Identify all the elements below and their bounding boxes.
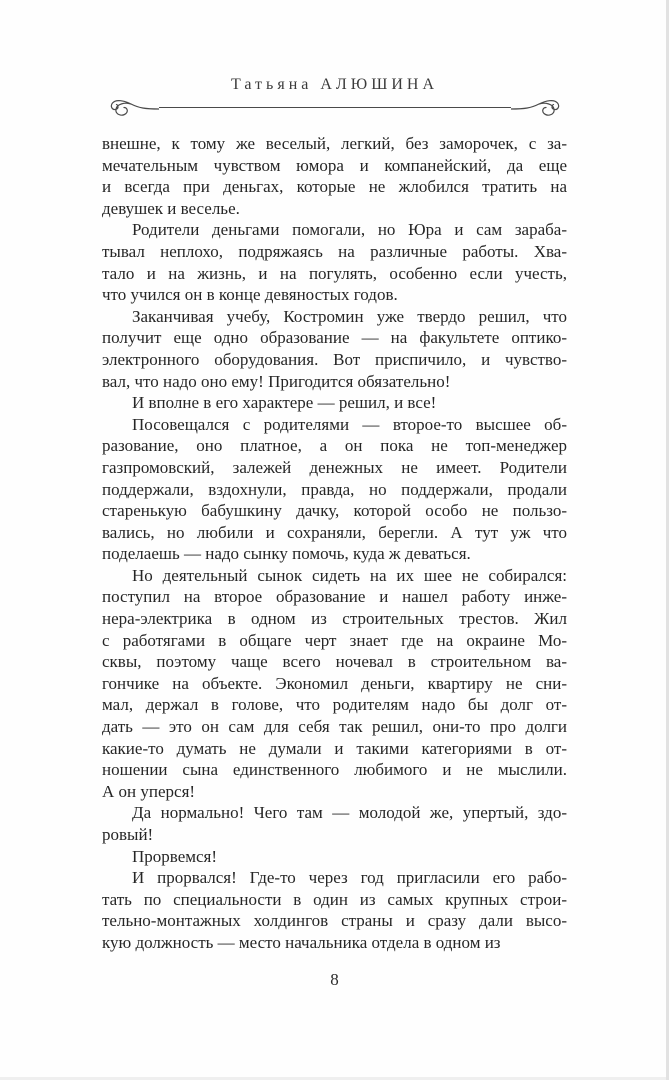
text-line: электронного оборудования. Вот приспичило, и чувство- <box>102 349 567 369</box>
paragraph <box>102 565 567 803</box>
paragraph <box>102 867 567 953</box>
text-line: гончике на объекте. Экономил деньги, квартиру не сни- <box>102 673 567 693</box>
page-number: 8 <box>330 970 339 989</box>
text-line: поступил на второе образование и нашел работу инже- <box>102 587 567 607</box>
text-line: И прорвался! Где-то через год пригласили его рабо- <box>132 868 567 888</box>
paragraph <box>102 219 567 305</box>
text-line: старенькую бабушкину дачку, которой особо не пользо- <box>102 501 567 521</box>
text-line: тельно-монтажных холдингов страны и сразу дали высо- <box>102 911 567 931</box>
text-line: с работягами в общаге черт знает где на окраине Мо- <box>102 630 567 650</box>
text-line: газпромовский, залежей денежных не имеет. Родители <box>102 457 567 477</box>
paragraph <box>102 133 567 219</box>
text-line: мечательным чувством юмора и компанейский, да еще <box>102 155 567 175</box>
text-line: Прорвемся! <box>132 846 218 866</box>
text-line: вал, что надо оно ему! Пригодится обязательно! <box>102 371 451 391</box>
text-line: вались, но любили и сохраняли, берегли. А тут уж что <box>102 522 567 542</box>
text-line: тывал неплохо, подряжаясь на различные работы. Хва- <box>102 241 567 261</box>
text-line: тать по специальности в один из самых крупных строи- <box>102 889 567 909</box>
text-line: что учился он в конце девяностых годов. <box>102 285 398 305</box>
text-line: тало и на жизнь, и на погулять, особенно если учесть, <box>102 263 567 283</box>
text-line: А он уперся! <box>102 781 196 801</box>
header-rule <box>107 95 563 119</box>
text-line: и всегда при деньгах, которые не жлобился тратить на <box>102 177 567 197</box>
flourish-left-icon <box>107 95 159 119</box>
page-header <box>107 0 563 119</box>
paragraph <box>102 392 567 414</box>
text-line: какие-то думать не думали и такими категориями в от- <box>102 738 567 758</box>
text-line: внешне, к тому же веселый, легкий, без заморочек, с за- <box>102 134 567 153</box>
text-line: дать — это он сам для себя так решил, они-то про долги <box>102 717 567 737</box>
text-line: Заканчивая учебу, Костромин уже твердо решил, что <box>132 306 567 326</box>
page-title: Татьяна АЛЮШИНА <box>230 76 439 93</box>
text-line: Посовещался с родителями — второе-то высшее об- <box>132 414 567 434</box>
flourish-right-icon <box>511 95 563 119</box>
text-line: Да нормально! Чего там — молодой же, упертый, здо- <box>132 803 567 823</box>
text-line: Но деятельный сынок сидеть на их шее не собирался: <box>132 565 567 585</box>
paragraph <box>102 306 567 392</box>
text-line: получит еще одно образование — на факультете оптико- <box>102 328 567 348</box>
paragraph <box>102 414 567 565</box>
text-line: ровый! <box>102 825 154 844</box>
text-line: мал, держал в голове, что родителям надо бы долг от- <box>102 695 567 715</box>
paragraph <box>102 802 567 845</box>
text-line: поделаешь — надо сынку помочь, куда ж деваться. <box>102 544 471 564</box>
text-line: поддержали, вздохнули, правда, но поддержали, продали <box>102 479 567 499</box>
text-line: кую должность — место начальника отдела в одном из <box>102 932 501 952</box>
text-line: ношении сына единственного любимого и не мыслили. <box>102 760 567 780</box>
text-line: сквы, поэтому чаще всего ночевал в строительном ва- <box>102 652 567 672</box>
header-rule-line <box>159 107 511 108</box>
text-line: разование, оно платное, а он пока не топ-менеджер <box>102 436 567 456</box>
text-block <box>102 133 567 954</box>
text-line: нера-электрика в одном из строительных трестов. Жил <box>102 609 567 629</box>
text-line: Родители деньгами помогали, но Юра и сам зараба- <box>132 220 567 240</box>
text-line: девушек и веселье. <box>102 198 240 218</box>
paragraph <box>102 846 567 868</box>
text-line: И вполне в его характере — решил, и все! <box>132 393 437 413</box>
